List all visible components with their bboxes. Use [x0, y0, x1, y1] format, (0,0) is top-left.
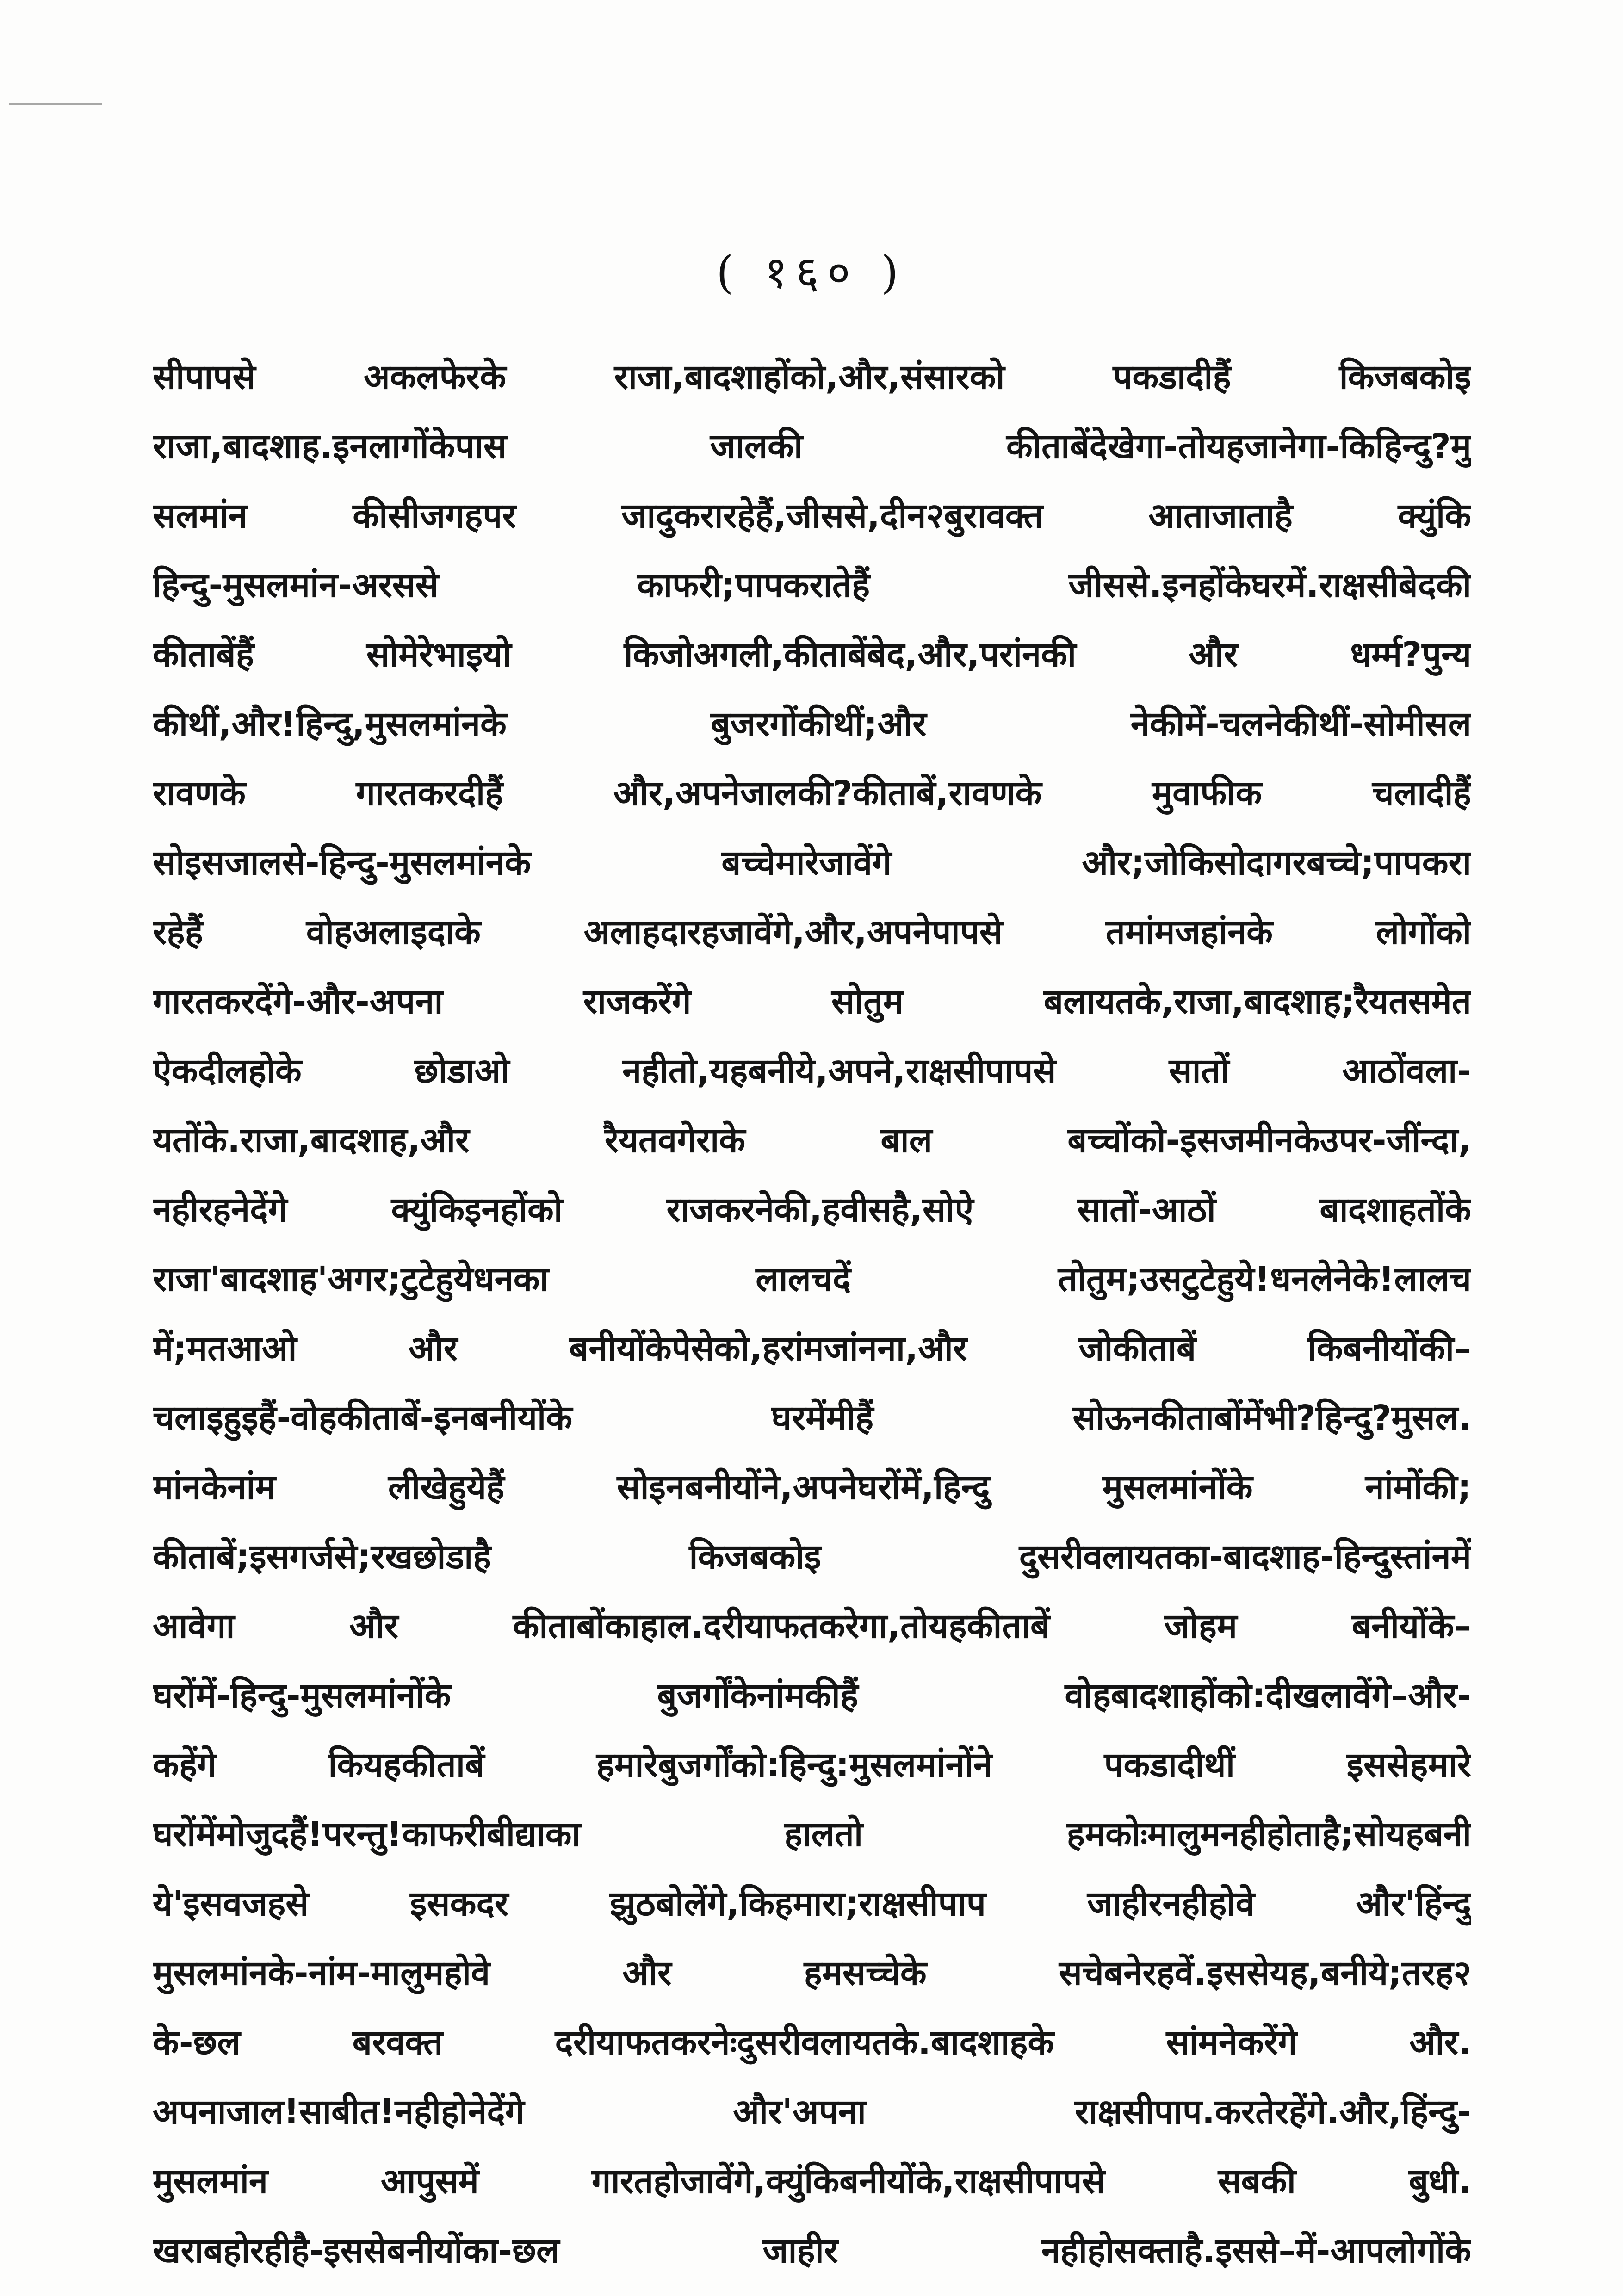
text-line: कहेंगे कियहकीताबें हमारेबुजर्गोंको:हिन्दु:मुसलमांनोंने पकडादीथीं इससेहमारे — [153, 1745, 1471, 1785]
text-line: राजा'बादशाह'अगर;टुटेहुयेधनका लालचदें तोतुम;उसटुटेहुये!धनलेनेके!लालच — [153, 1259, 1471, 1299]
text-line: मुसलमांन आपुसमें गारतहोजावेंगे,क्युंकिबनीयोंके,राक्षसीपापसे सबकी बुधी. — [153, 2161, 1471, 2201]
text-line: गारतकरदेंगे-और-अपना राजकरेंगे सोतुम बलायतके,राजा,बादशाह;रैयतसमेत — [153, 982, 1471, 1021]
text-line: ऐकदीलहोके छोडाओ नहीतो,यहबनीये,अपने,राक्षसीपापसे सातों आठोंवला- — [153, 1051, 1471, 1091]
text-line: मांनकेनांम लीखेहुयेहैं सोइनबनीयोंने,अपनेघरोंमें,हिन्दु मुसलमांनोंके नांमोंकी; — [153, 1467, 1471, 1507]
text-line: आवेगा और कीताबोंकाहाल.दरीयाफतकरेगा,तोयहकीताबें जोहम बनीयोंके– — [153, 1606, 1471, 1646]
text-line: रावणके गारतकरदीहैं और,अपनेजालकी?कीताबें,रावणके मुवाफीक चलादीहैं — [153, 774, 1471, 813]
text-line: ये'इसवजहसे इसकदर झुठबोलेंगे,किहमारा;राक्षसीपाप जाहीरनहीहोवे और'हिंन्दु — [153, 1884, 1471, 1924]
text-line: खराबहोरहीहै-इससेबनीयोंका-छल जाहीर नहीहोसक्ताहै.इससे–में-आपलोगोंके — [153, 2231, 1471, 2271]
text-line: के-छल बरवक्त दरीयाफतकरनेःदुसरीवलायतके.बादशाहके सांमनेकरेंगे और. — [153, 2023, 1471, 2062]
text-line: राजा,बादशाह.इनलागोंकेपास जालकी कीताबेंदेखेगा-तोयहजानेगा-किहिन्दु?मु — [153, 427, 1471, 466]
text-line: चलाइहुइहैं-वोहकीताबें-इनबनीयोंके घरमेंमीहैं सोऊनकीताबोंमेंभी?हिन्दु?मुसल. — [153, 1398, 1471, 1438]
text-line: में;मतआओ और बनीयोंकेपेसेको,हरांमजांनना,और जोकीताबें किबनीयोंकी– — [153, 1329, 1471, 1368]
text-line: सोइसजालसे-हिन्दु-मुसलमांनके बच्चेमारेजावेंगे और;जोकिसोदागरबच्चे;पापकरा — [153, 843, 1471, 883]
text-line: घरोंमें-हिन्दु-मुसलमांनोंके बुजर्गोंकेनांमकीहैं वोहबादशाहोंको:दीखलावेंगे–और- — [153, 1676, 1471, 1715]
text-line: कीताबें;इसगर्जसे;रखछोडाहै किजबकोइ दुसरीवलायतका-बादशाह-हिन्दुस्तांनमें — [153, 1537, 1471, 1577]
text-line: कीथीं,और!हिन्दु,मुसलमांनके बुजरगोंकीथीं;और नेकीमें-चलनेकीथीं-सोमीसल — [153, 704, 1471, 744]
text-line: हिन्दु-मुसलमांन-अरससे काफरी;पापकरातेहैं जीससे.इनहोंकेघरमें.राक्षसीबेदकी — [153, 565, 1471, 605]
text-line: मुसलमांनके-नांम-मालुमहोवे और हमसच्चेके सचेबनेरहवें.इससेयह,बनीये;तरह२ — [153, 1953, 1471, 1993]
text-line: सलमांन कीसीजगहपर जादुकरारहेहैं,जीससे,दीन२बुरावक्त आताजाताहै क्युंकि — [153, 496, 1471, 536]
page-edge-mark — [9, 103, 102, 105]
body-text — [153, 342, 1471, 2285]
text-line: अपनाजाल!साबीत!नहीहोनेदेंगे और'अपना राक्षसीपाप.करतेरहेंगे.और,हिंन्दु- — [153, 2092, 1471, 2132]
text-line: नहीरहनेदेंगे क्युंकिइनहोंको राजकरनेकी,हवीसहै,सोऐ सातों-आठों बादशाहतोंके — [153, 1190, 1471, 1230]
text-line: कीताबेंहैं सोमेरेभाइयो किजोअगली,कीताबेंबेद,और,परांनकी और धर्म्म?पुन्य — [153, 635, 1471, 675]
text-line: सीपापसे अकलफेरके राजा,बादशाहोंको,और,संसारको पकडादीहैं किजबकोइ — [153, 357, 1471, 397]
text-line: यतोंके.राजा,बादशाह,और रैयतवगेराके बाल बच्चोंको-इसजमीनकेउपर-जींन्दा, — [153, 1120, 1471, 1160]
text-line: रहेहैं वोहअलाइदाके अलाहदारहजावेंगे,और,अपनेपापसे तमांमजहांनके लोगोंको — [153, 912, 1471, 952]
page-number: ( १६० ) — [716, 247, 907, 298]
text-line: घरोंमेंमोजुदहैं!परन्तु!काफरीबीद्याका हालतो हमकोःमालुमनहीहोताहै;सोयहबनी — [153, 1814, 1471, 1854]
